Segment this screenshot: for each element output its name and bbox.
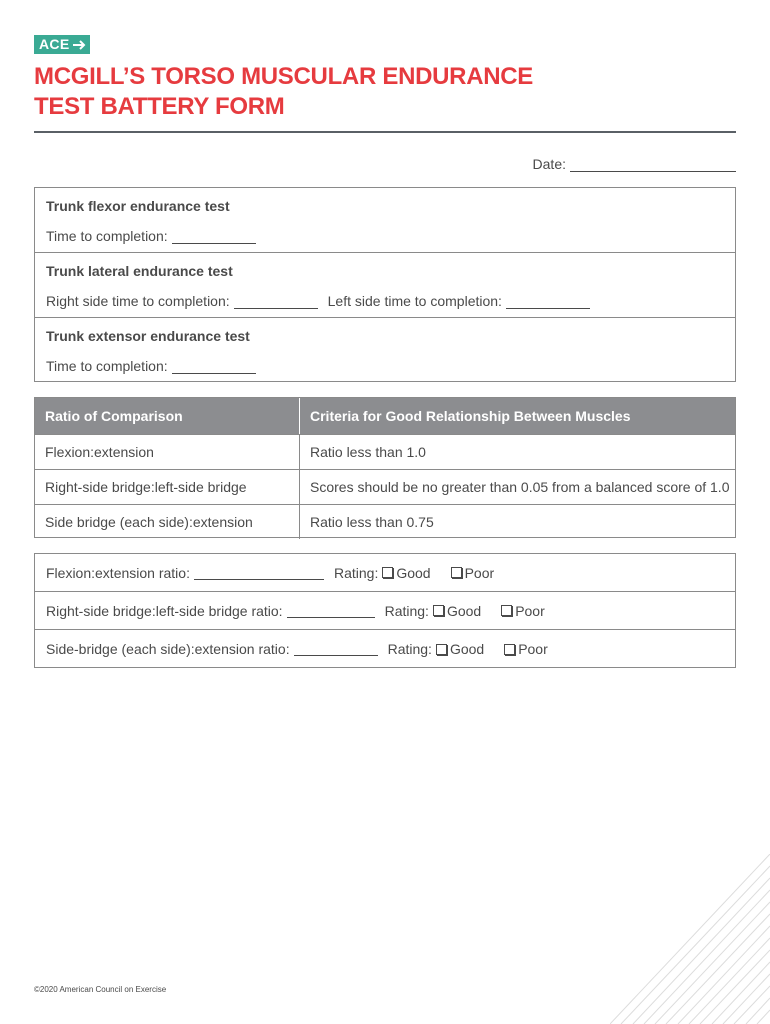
- ratings-box: [34, 553, 736, 668]
- title-divider: [34, 131, 736, 133]
- field-row: [46, 358, 256, 374]
- trunk-lateral-section: [35, 253, 735, 318]
- trunk-flexor-section: [35, 188, 735, 253]
- good-checkbox[interactable]: [436, 644, 447, 655]
- date-label: Date:: [532, 156, 566, 172]
- date-field[interactable]: [570, 158, 736, 172]
- decorative-hatch-pattern: [610, 854, 770, 1024]
- section-title: Trunk extensor endurance test: [46, 328, 250, 344]
- table-cell: Ratio less than 1.0: [310, 444, 426, 460]
- table-row: [35, 504, 735, 539]
- table-cell: Side bridge (each side):extension: [35, 505, 300, 539]
- time-field[interactable]: [172, 360, 256, 374]
- field-row: [46, 293, 590, 309]
- table-cell: Scores should be no greater than 0.05 from a balanced score of 1.0: [310, 479, 730, 495]
- table-header: [35, 398, 735, 434]
- ratio-field[interactable]: [294, 642, 378, 656]
- field-row: [46, 228, 256, 244]
- rating-label: Rating:: [387, 641, 432, 657]
- left-time-field[interactable]: [506, 295, 590, 309]
- section-title: Trunk lateral endurance test: [46, 263, 233, 279]
- poor-checkbox[interactable]: [501, 605, 512, 616]
- ratio-label: Flexion:extension ratio:: [46, 564, 190, 581]
- poor-label: Poor: [464, 564, 495, 581]
- copyright-footer: ©2020 American Council on Exercise: [34, 985, 167, 994]
- rating-label: Rating:: [384, 602, 429, 619]
- title-line-1: MCGILL’S TORSO MUSCULAR ENDURANCE: [34, 63, 533, 90]
- logo-box: [34, 35, 90, 54]
- good-checkbox[interactable]: [433, 605, 444, 616]
- ratio-label: Right-side bridge:left-side bridge ratio:: [46, 602, 283, 619]
- poor-label: Poor: [515, 602, 545, 619]
- ace-logo: [34, 35, 96, 54]
- table-cell: Flexion:extension: [35, 435, 300, 469]
- table-row: [35, 434, 735, 469]
- column-header: Criteria for Good Relationship Between Muscles: [310, 408, 631, 424]
- section-title: Trunk flexor endurance test: [46, 198, 230, 214]
- logo-text: ACE: [39, 36, 70, 52]
- field-label: Left side time to completion:: [327, 293, 502, 309]
- ratio-table: [34, 397, 736, 538]
- good-label: Good: [449, 641, 485, 657]
- title-line-2: TEST BATTERY FORM: [34, 93, 285, 120]
- field-label: Time to completion:: [46, 228, 168, 244]
- ratio-field[interactable]: [287, 604, 375, 618]
- table-cell: Ratio less than 0.75: [310, 514, 434, 530]
- good-label: Good: [396, 564, 431, 581]
- good-label: Good: [446, 602, 482, 619]
- field-label: Time to completion:: [46, 358, 168, 374]
- field-label: Right side time to completion:: [46, 293, 230, 309]
- good-checkbox[interactable]: [382, 567, 393, 578]
- ratio-field[interactable]: [194, 566, 324, 580]
- rating-row-side-bridge-extension: [35, 630, 735, 668]
- poor-checkbox[interactable]: [504, 644, 515, 655]
- form-title: [34, 62, 734, 122]
- poor-checkbox[interactable]: [451, 567, 462, 578]
- arrow-right-icon: [72, 40, 86, 50]
- column-header: Ratio of Comparison: [35, 398, 300, 434]
- endurance-tests-box: [34, 187, 736, 382]
- trunk-extensor-section: [35, 318, 735, 383]
- rating-row-flexion-extension: [35, 554, 735, 592]
- time-field[interactable]: [172, 230, 256, 244]
- rating-label: Rating:: [333, 564, 379, 581]
- rating-row-bridge: [35, 592, 735, 630]
- poor-label: Poor: [518, 641, 548, 657]
- table-row: [35, 469, 735, 504]
- right-time-field[interactable]: [234, 295, 318, 309]
- ratio-label: Side-bridge (each side):extension ratio:: [46, 641, 290, 657]
- date-row: [533, 156, 736, 172]
- table-cell: Right-side bridge:left-side bridge: [35, 470, 300, 504]
